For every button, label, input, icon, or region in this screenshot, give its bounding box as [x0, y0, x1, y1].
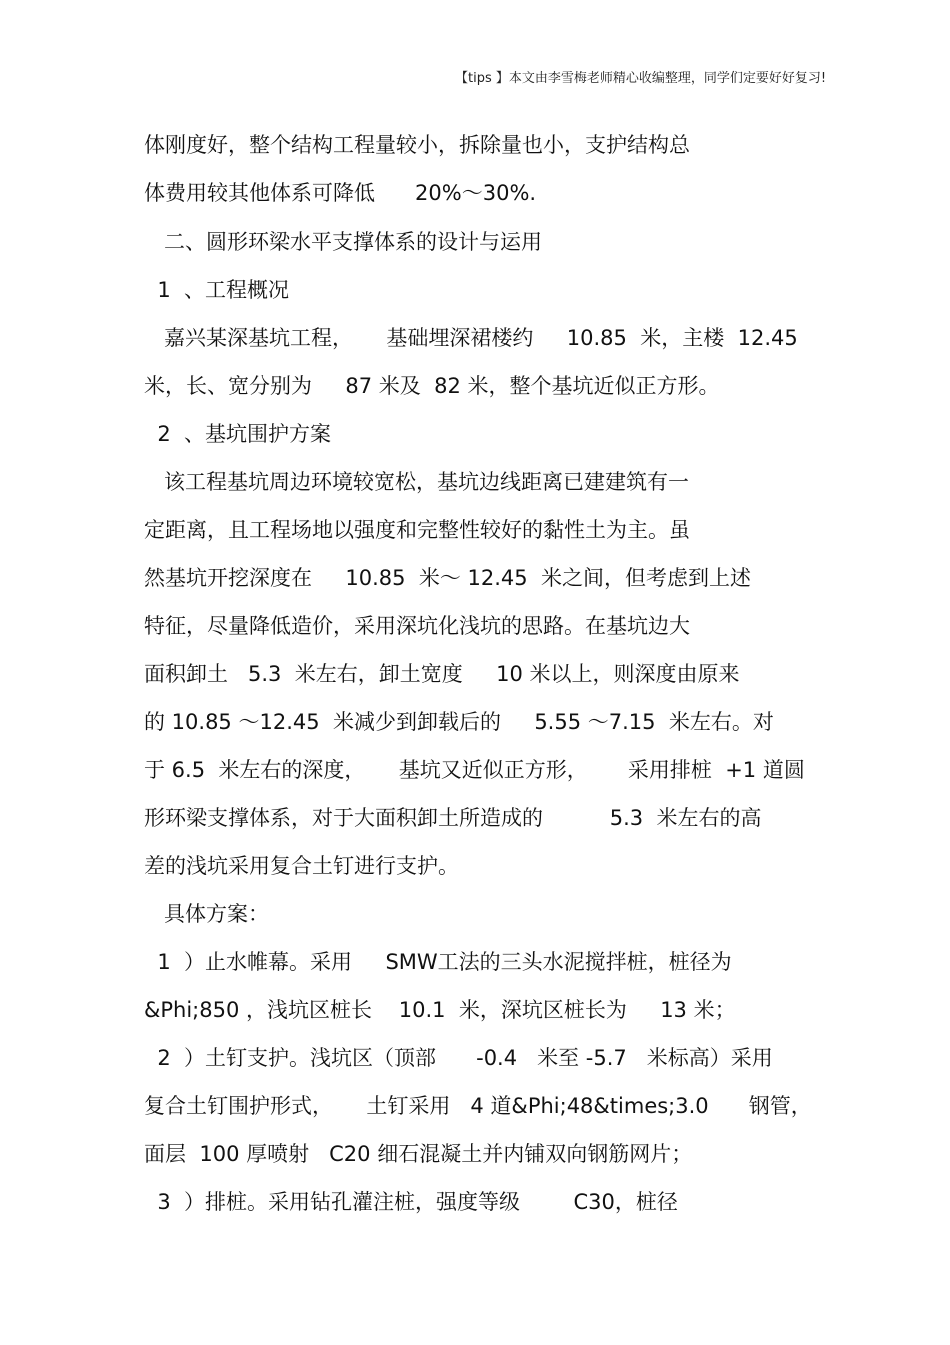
text-line: 面积卸土 5.3 米左右，卸土宽度 10 米以上，则深度由原来	[144, 662, 740, 686]
text-line: 米，长、宽分别为 87 米及 82 米，整个基坑近似正方形。	[144, 374, 720, 398]
text-line: 于 6.5 米左右的深度， 基坑又近似正方形， 采用排桩 +1 道圆	[144, 758, 805, 782]
subsection-heading: 2 、基坑围护方案	[144, 422, 332, 446]
text-line: 的 10.85 ～12.45 米减少到卸载后的 5.55 ～7.15 米左右。对	[144, 710, 774, 734]
text-line: 体费用较其他体系可降低 20%～30%.	[144, 181, 537, 205]
list-item: 1 ）止水帷幕。采用 SMW工法的三头水泥搅拌桩，桩径为	[144, 950, 732, 974]
text-line: 形环梁支撑体系，对于大面积卸土所造成的 5.3 米左右的高	[144, 806, 762, 830]
list-item: 3 ）排桩。采用钻孔灌注桩，强度等级 C30，桩径	[144, 1190, 678, 1214]
header-tips-note: 【tips 】本文由李雪梅老师精心收编整理，同学们定要好好复习!	[455, 71, 827, 86]
text-line: 差的浅坑采用复合土钉进行支护。	[144, 854, 459, 878]
text-line: 定距离，且工程场地以强度和完整性较好的黏性土为主。虽	[144, 518, 690, 542]
text-line: 该工程基坑周边环境较宽松，基坑边线距离已建建筑有一	[144, 470, 690, 494]
text-line: &Phi;850 ，浅坑区桩长 10.1 米，深坑区桩长为 13 米；	[144, 998, 736, 1022]
text-line: 面层 100 厚喷射 C20 细石混凝土并内铺双向钢筋网片；	[144, 1142, 693, 1166]
text-line: 特征，尽量降低造价，采用深坑化浅坑的思路。在基坑边大	[144, 614, 690, 638]
text-line: 体刚度好，整个结构工程量较小，拆除量也小，支护结构总	[144, 133, 690, 157]
text-line: 然基坑开挖深度在 10.85 米～ 12.45 米之间，但考虑到上述	[144, 566, 751, 590]
section-heading: 二、圆形环梁水平支撑体系的设计与运用	[144, 230, 543, 254]
text-line: 嘉兴某深基坑工程， 基础埋深裙楼约 10.85 米，主楼 12.45	[144, 326, 798, 350]
text-line: 具体方案：	[144, 902, 270, 926]
subsection-heading: 1 、工程概况	[144, 278, 290, 302]
list-item: 2 ）土钉支护。浅坑区（顶部 -0.4 米至 -5.7 米标高）采用	[144, 1046, 773, 1070]
text-line: 复合土钉围护形式， 土钉采用 4 道&Phi;48&times;3.0 钢管，	[144, 1094, 812, 1118]
